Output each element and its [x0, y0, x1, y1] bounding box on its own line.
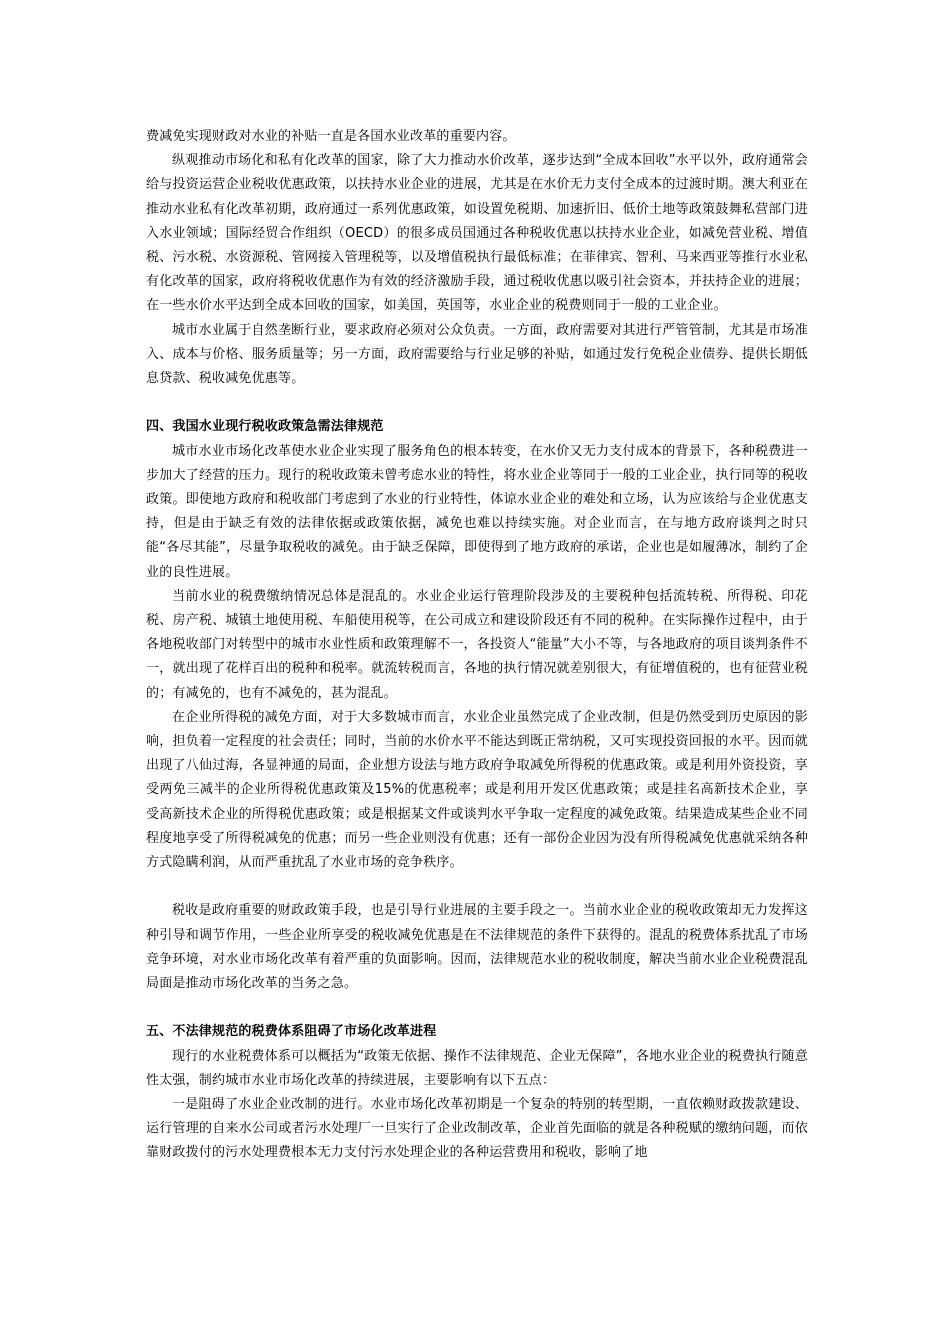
section-heading-5: 五、不法律规范的税费体系阻碍了市场化改革进程 — [146, 1024, 437, 1040]
blank-line — [146, 996, 808, 1020]
document-page — [146, 125, 808, 1166]
paragraph: 在企业所得税的减免方面，对于大多数城市而言，水业企业虽然完成了企业改制，但是仍然受到历史原因的影响，担负着一定程度的社会责任；同时，当前的水价水平不能达到既正常纳税，又可实现投资回报的水平。因而就出现了八仙过海，各显神通的局面，企业想方设法与地方政府争取减免所得税的优惠政策。或是利用外资投资，享受两免三减半的企业所得税优惠政策及15%的优惠税率；或是利用开发区优惠政策；或是挂名高新技术企业，享受高新技术企业的所得税优惠政策；或是根据某文件或谈判水平争取一定程度的减免政策。结果造成某些企业不同程度地享受了所得税减免的优惠；而另一些企业则没有优惠；还有一部份企业因为没有所得税减免优惠就采纳各种方式隐瞒利润，从而严重扰乱了水业市场的竞争秩序。 — [146, 709, 808, 871]
blank-line — [146, 875, 808, 899]
paragraph: 城市水业属于自然垄断行业，要求政府必须对公众负责。一方面，政府需要对其进行严管管制，尤其是市场准入、成本与价格、服务质量等；另一方面，政府需要给与行业足够的补贴，如通过发行免税企业债券、提供长期低息贷款、税收减免优惠等。 — [146, 322, 808, 387]
paragraph: 当前水业的税费缴纳情况总体是混乱的。水业企业运行管理阶段涉及的主要税种包括流转税、所得税、印花税、房产税、城镇土地使用税、车船使用税等，在公司成立和建设阶段还有不同的税种。在实际操作过程中，由于各地税收部门对转型中的城市水业性质和政策理解不一，各投资人“能量”大小不等，与各地政府的项目谈判条件不一，就出现了花样百出的税种和税率。就流转税而言，各地的执行情况就差别很大，有征增值税的，也有征营业税的；有减免的，也有不减免的，甚为混乱。 — [146, 588, 808, 701]
section-heading-4: 四、我国水业现行税收政策急需法律规范 — [146, 419, 384, 435]
paragraph: 纵观推动市场化和私有化改革的国家，除了大力推动水价改革，逐步达到“全成本回收”水平以外，政府通常会给与投资运营企业税收优惠政策，以扶持水业企业的进展，尤其是在水价无力支付全成本的过渡时期。澳大利亚在推动水业私有化改革初期，政府通过一系列优惠政策，如设置免税期、加速折旧、低价土地等政策鼓舞私营部门进入水业领域；国际经贸合作组织（OECD）的很多成员国通过各种税收优惠以扶持水业企业，如减免营业税、增值税、污水税、水资源税、管网接入管理税等，以及增值税执行最低标准；在菲律宾、智利、马来西亚等推行水业私有化改革的国家，政府将税收优惠作为有效的经济激励手段，通过税收优惠以吸引社会资本，并扶持企业的进展；在一些水价水平达到全成本回收的国家，如美国，英国等，水业企业的税费则同于一般的工业企业。 — [146, 153, 808, 314]
paragraph: 现行的水业税费体系可以概括为“政策无依据、操作不法律规范、企业无保障”，各地水业企业的税费执行随意性太强，制约城市水业市场化改革的持续进展，主要影响有以下五点： — [146, 1048, 808, 1088]
paragraph: 税收是政府重要的财政政策手段，也是引导行业进展的主要手段之一。当前水业企业的税收政策却无力发挥这种引导和调节作用，一些企业所享受的税收减免优惠是在不法律规范的条件下获得的。混乱的税费体系扰乱了市场竞争环境，对水业市场化改革有着严重的负面影响。因而，法律规范水业的税收制度，解决当前水业企业税费混乱局面是推动市场化改革的当务之急。 — [146, 903, 808, 992]
blank-line — [146, 391, 808, 415]
paragraph: 一是阻碍了水业企业改制的进行。水业市场化改革初期是一个复杂的特别的转型期，一直依赖财政拨款建设、运行管理的自来水公司或者污水处理厂一旦实行了企业改制改革，企业首先面临的就是各种税赋的缴纳问题，而依靠财政拨付的污水处理费根本无力支付污水处理企业的各种运营费用和税收，影响了地 — [146, 1097, 808, 1161]
paragraph: 城市水业市场化改革使水业企业实现了服务角色的根本转变，在水价又无力支付成本的背景下，各种税费进一步加大了经营的压力。现行的税收政策未曾考虑水业的特性，将水业企业等同于一般的工业企业，执行同等的税收政策。即使地方政府和税收部门考虑到了水业的行业特性，体谅水业企业的难处和立场，认为应该给与企业优惠支持，但是由于缺乏有效的法律依据或政策依据，减免也难以持续实施。对企业而言，在与地方政府谈判之时只能“各尽其能”，尽量争取税收的减免。由于缺乏保障，即使得到了地方政府的承诺，企业也是如履薄冰，制约了企业的良性进展。 — [146, 443, 808, 580]
paragraph: 费减免实现财政对水业的补贴一直是各国水业改革的重要内容。 — [146, 129, 516, 144]
